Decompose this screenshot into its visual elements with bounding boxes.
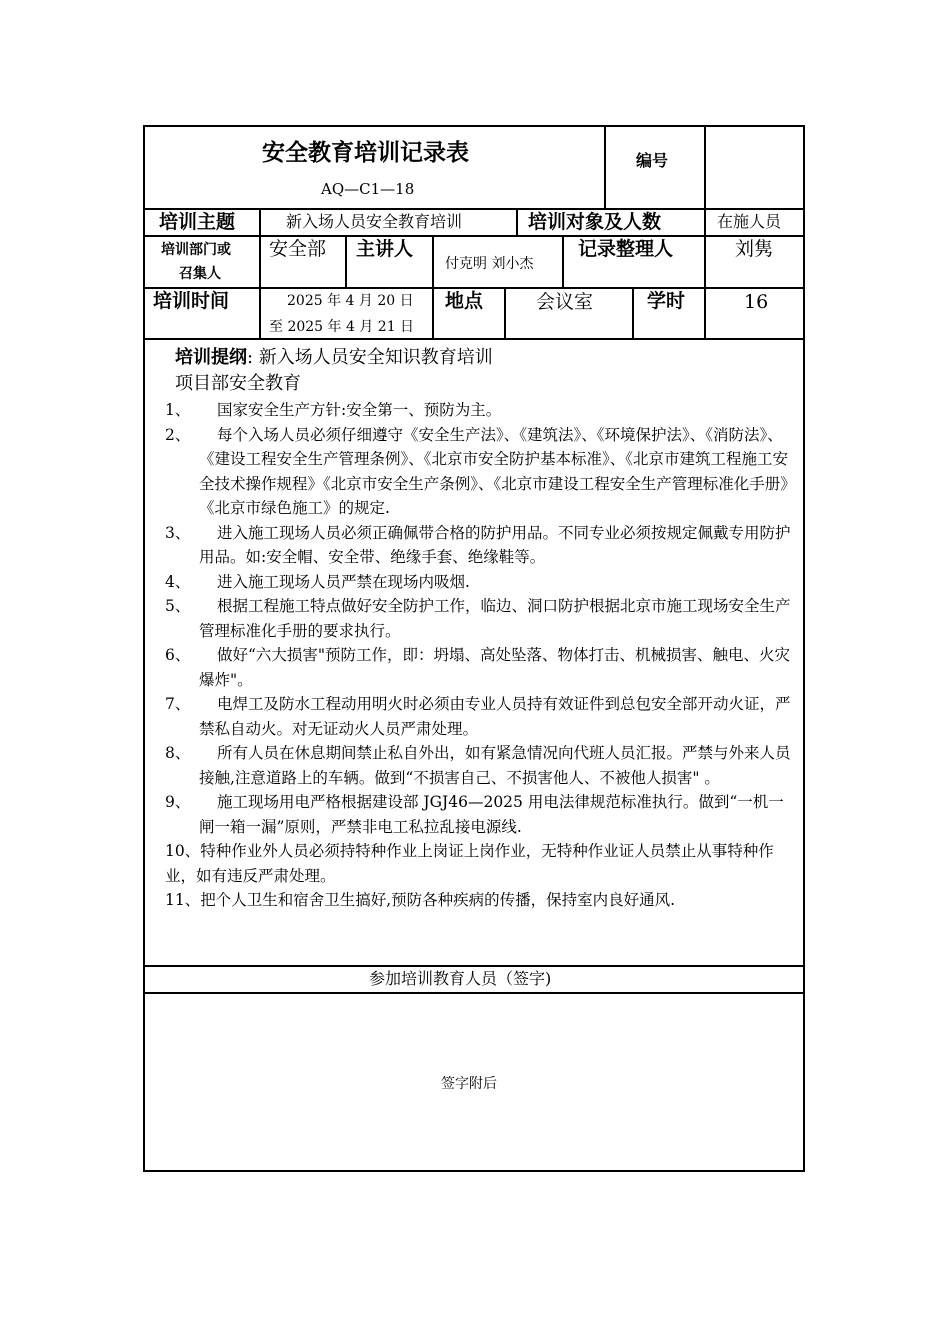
item-number: 10、	[165, 842, 201, 860]
col-divider	[432, 235, 434, 340]
item-text: 每个入场人员必须仔细遵守《安全生产法》、《建筑法》、《环境保护法》、《消防法》、《建设工程安全生产管理条例》、《北京市安全防护基本标准》、《北京市建筑工程施工安全技术操作规程》《北京市安全生产条例》、《北京市建设工程安全生产管理标准化手册》《北京市绿色施工》的规定.	[199, 425, 789, 517]
record-form	[143, 125, 805, 1172]
row-divider	[145, 965, 803, 967]
item-text: 把个人卫生和宿舍卫生搞好,预防各种疾病的传播，保持室内良好通风.	[200, 891, 676, 909]
list-item	[165, 398, 795, 423]
dept-label-line2: 召集人	[179, 266, 221, 282]
item-text: 进入施工现场人员必须正确佩带合格的防护用品。不同专业必须按规定佩戴专用防护用品。如:安全帽、安全带、绝缘手套、绝缘鞋等。	[199, 523, 791, 566]
row-divider	[145, 992, 803, 994]
recorder-value: 刘隽	[735, 238, 774, 260]
list-item	[165, 594, 795, 643]
time-value-line2: 至 2025 年 4 月 21 日	[269, 319, 415, 335]
item-number: 9、	[165, 793, 191, 811]
outline-colon: :	[247, 347, 259, 368]
training-outline	[165, 345, 795, 913]
hours-value: 16	[744, 291, 769, 313]
item-number: 5、	[165, 597, 191, 615]
number-label: 编号	[636, 151, 669, 170]
place-value: 会议室	[536, 291, 594, 313]
item-text: 施工现场用电严格根据建设部 JGJ46—2025 用电法律规范标准执行。做到“一机一闸一箱一漏”原则，严禁非电工私拉乱接电源线.	[199, 793, 784, 836]
audience-label: 培训对象及人数	[528, 211, 662, 233]
col-divider	[259, 208, 261, 340]
topic-value: 新入场人员安全教育培训	[286, 212, 463, 231]
item-text: 根据工程施工特点做好安全防护工作，临边、洞口防护根据北京市施工现场安全生产管理标准化手册的要求执行。	[199, 597, 791, 640]
list-item	[165, 643, 795, 692]
item-number: 2、	[165, 425, 191, 444]
item-number: 7、	[165, 695, 191, 713]
item-text: 所有人员在休息期间禁止私自外出，如有紧急情况向代班人员汇报。严禁与外来人员接触,注意道路上的车辆。做到“不损害自己、不损害他人、不被他人损害" 。	[199, 744, 791, 787]
col-divider	[704, 127, 706, 340]
dept-value: 安全部	[269, 238, 327, 260]
col-divider	[504, 287, 506, 340]
hours-label: 学时	[647, 290, 686, 312]
col-divider	[562, 235, 564, 289]
time-value-line1: 2025 年 4 月 20 日	[287, 293, 414, 309]
outline-heading	[165, 345, 795, 371]
place-label: 地点	[445, 290, 484, 312]
sign-header: 参加培训教育人员（签字)	[369, 969, 552, 988]
item-text: 电焊工及防水工程动用明火时必须由专业人员持有效证件到总包安全部开动火证，严禁私自动火。对无证动火人员严肃处理。	[199, 695, 791, 738]
list-item	[165, 888, 795, 913]
item-text: 特种作业外人员必须持特种作业上岗证上岗作业，无特种作业证人员禁止从事特种作业，如有违反严肃处理。	[165, 842, 774, 885]
outline-subtitle: 项目部安全教育	[175, 373, 301, 394]
col-divider	[604, 127, 606, 210]
audience-value: 在施人员	[717, 212, 782, 231]
item-number: 6、	[165, 646, 191, 664]
recorder-label: 记录整理人	[578, 238, 674, 260]
col-divider	[345, 235, 347, 289]
list-item	[165, 839, 795, 888]
list-item	[165, 521, 795, 570]
col-divider	[516, 208, 518, 237]
item-text: 做好“六大损害"预防工作，即：坍塌、高处坠落、物体打击、机械损害、触电、火灾爆炸"。	[199, 646, 791, 689]
list-item	[165, 741, 795, 790]
outline-label: 培训提纲	[175, 347, 247, 368]
item-text: 进入施工现场人员严禁在现场内吸烟.	[217, 572, 470, 591]
list-item	[165, 423, 795, 521]
sign-note: 签字附后	[441, 1076, 497, 1092]
outline-topic: 新入场人员安全知识教育培训	[258, 347, 493, 368]
list-item	[165, 692, 795, 741]
topic-label: 培训主题	[159, 211, 236, 233]
list-item	[165, 570, 795, 595]
item-text: 国家安全生产方针:安全第一、预防为主。	[217, 401, 502, 419]
col-divider	[632, 287, 634, 340]
form-title: 安全教育培训记录表	[262, 140, 469, 166]
item-number: 11、	[165, 891, 201, 909]
speaker-value: 付克明 刘小杰	[445, 256, 534, 272]
dept-label-line1: 培训部门或	[161, 242, 231, 258]
time-label: 培训时间	[153, 290, 230, 312]
item-number: 4、	[165, 572, 191, 591]
item-number: 1、	[165, 401, 191, 419]
form-code: AQ—C1—18	[321, 180, 415, 198]
speaker-label: 主讲人	[356, 238, 414, 260]
list-item	[165, 790, 795, 839]
item-number: 3、	[165, 523, 191, 542]
item-number: 8、	[165, 744, 191, 762]
